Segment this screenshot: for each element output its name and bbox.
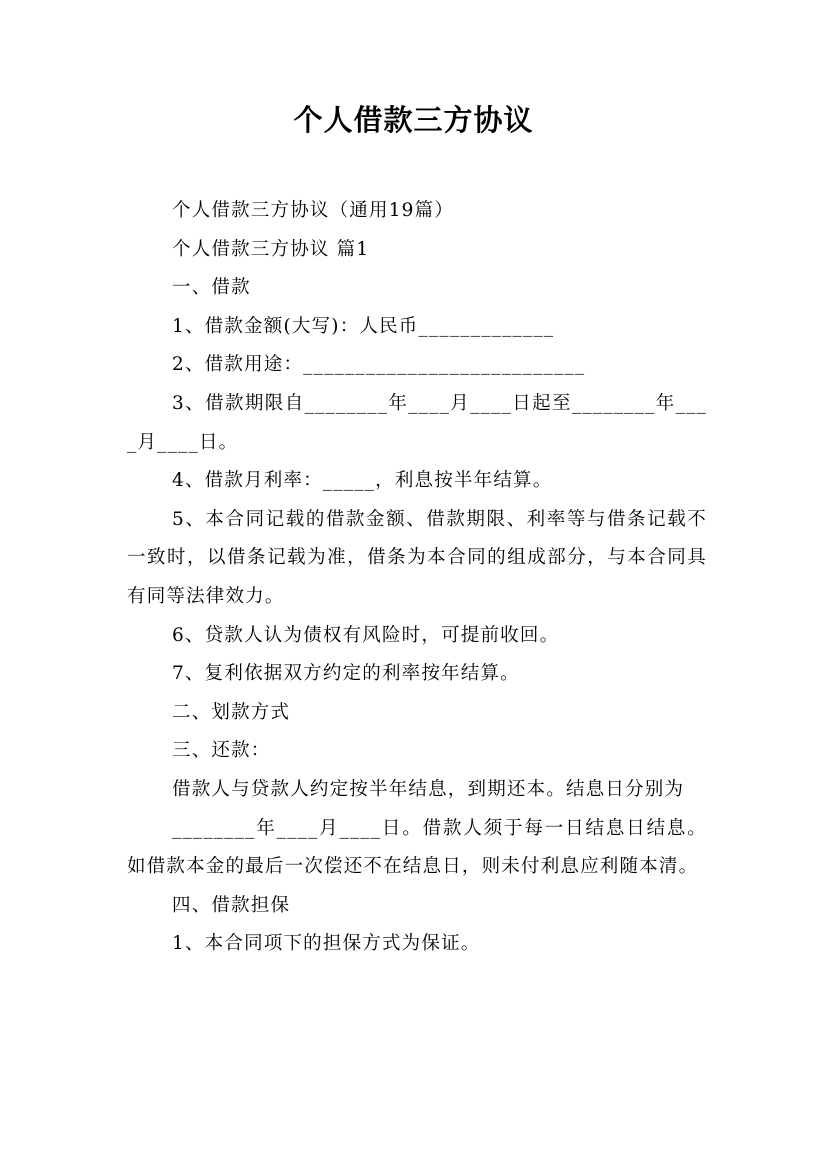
clause-interest-rate: 4、借款月利率：_____，利息按半年结算。 [172, 470, 553, 492]
clause-loan-term: 3、借款期限自________年____月____日起至________年____月____日。 [127, 392, 707, 453]
section-heading-part1: 个人借款三方协议 篇1 [172, 238, 370, 260]
section-heading-guarantee: 四、借款担保 [172, 894, 291, 916]
subtitle-paragraph: 个人借款三方协议（通用19篇） [172, 200, 455, 221]
clause-repayment-schedule: 借款人与贷款人约定按半年结息，到期还本。结息日分别为 [172, 778, 685, 800]
document-body [127, 192, 707, 964]
clause-loan-amount: 1、借款金额(大写)：人民币_____________ [172, 315, 555, 337]
section-heading-repayment: 三、还款： [172, 740, 271, 762]
section-heading-loan: 一、借款 [172, 277, 251, 299]
clause-interest-settlement-date: ________年____月____日。借款人须于每一日结息日结息。如借款本金的最后一次偿还不在结息日，则未付利息应利随本清。 [127, 817, 707, 878]
clause-loan-purpose: 2、借款用途：___________________________ [172, 354, 586, 376]
clause-early-recovery: 6、贷款人认为债权有风险时，可提前收回。 [172, 624, 560, 646]
clause-iou-precedence: 5、本合同记载的借款金额、借款期限、利率等与借条记载不一致时，以借条记载为准，借条为本合同的组成部分，与本合同具有同等法律效力。 [127, 508, 707, 607]
section-heading-transfer-method: 二、划款方式 [172, 701, 291, 723]
clause-guarantee-method: 1、本合同项下的担保方式为保证。 [172, 933, 481, 955]
clause-compound-interest: 7、复利依据双方约定的利率按年结算。 [172, 663, 520, 685]
document-title: 个人借款三方协议 [293, 103, 534, 137]
